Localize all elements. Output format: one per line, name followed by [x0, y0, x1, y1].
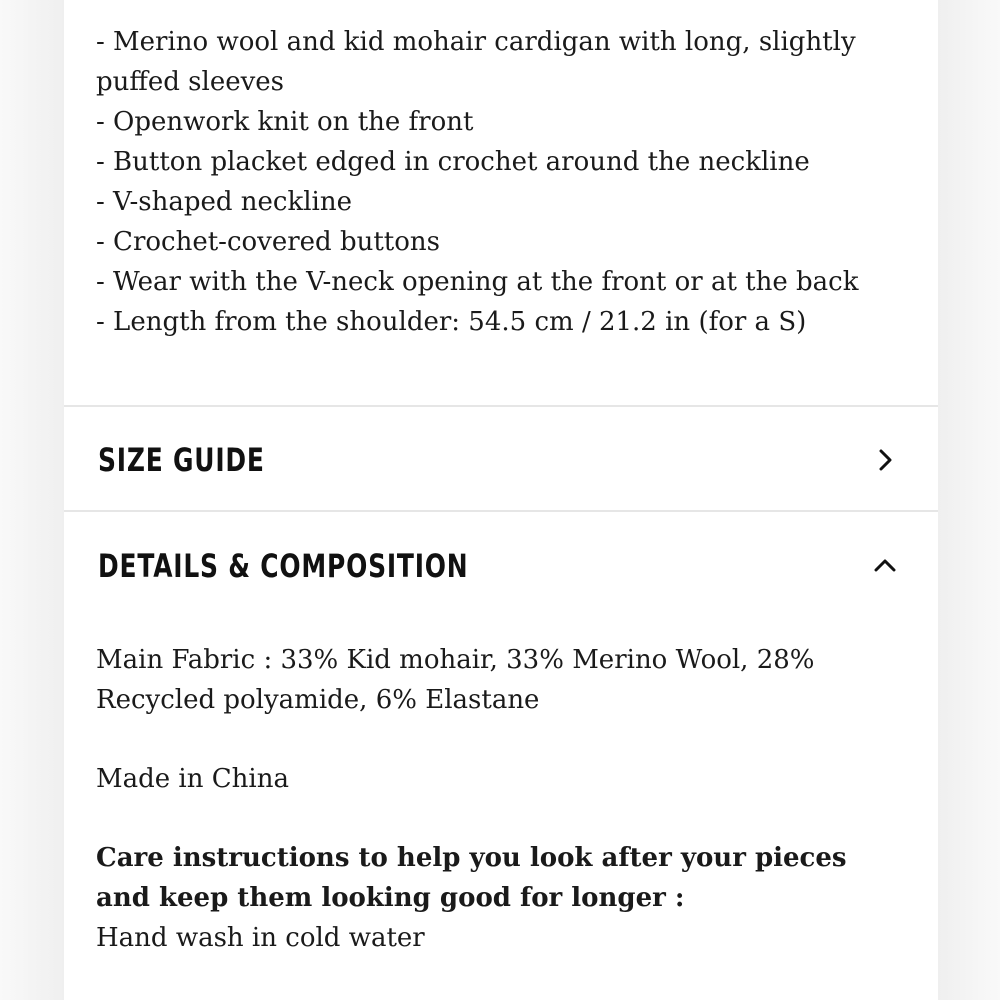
product-description-list [96, 22, 916, 342]
description-item: - Length from the shoulder: 54.5 cm / 21.2 in (for a S) [96, 307, 807, 337]
divider [64, 405, 938, 407]
chevron-right-icon [872, 447, 898, 473]
care-instructions-text: Hand wash in cold water [96, 923, 425, 953]
product-info-panel [64, 0, 938, 1000]
details-composition-title: DETAILS & COMPOSITION [98, 547, 469, 585]
divider [64, 510, 938, 512]
left-margin [0, 0, 64, 1000]
details-composition-accordion[interactable] [64, 514, 938, 618]
description-item: - Openwork knit on the front [96, 107, 474, 137]
size-guide-title: SIZE GUIDE [98, 441, 265, 479]
description-item: - Crochet-covered buttons [96, 227, 440, 257]
size-guide-accordion[interactable] [64, 408, 938, 512]
description-item: - Wear with the V-neck opening at the front or at the back [96, 267, 859, 297]
origin-text: Made in China [96, 764, 289, 794]
care-instructions-heading: Care instructions to help you look after your pieces and keep them looking good for longer : [96, 843, 847, 913]
description-item: - V-shaped neckline [96, 187, 352, 217]
description-item: - Button placket edged in crochet around the neckline [96, 147, 810, 177]
chevron-up-icon [872, 553, 898, 579]
composition-text: Main Fabric : 33% Kid mohair, 33% Merino Wool, 28% Recycled polyamide, 6% Elastane [96, 645, 815, 715]
right-margin [938, 0, 1000, 1000]
description-item: - Merino wool and kid mohair cardigan with long, slightly puffed sleeves [96, 27, 856, 97]
